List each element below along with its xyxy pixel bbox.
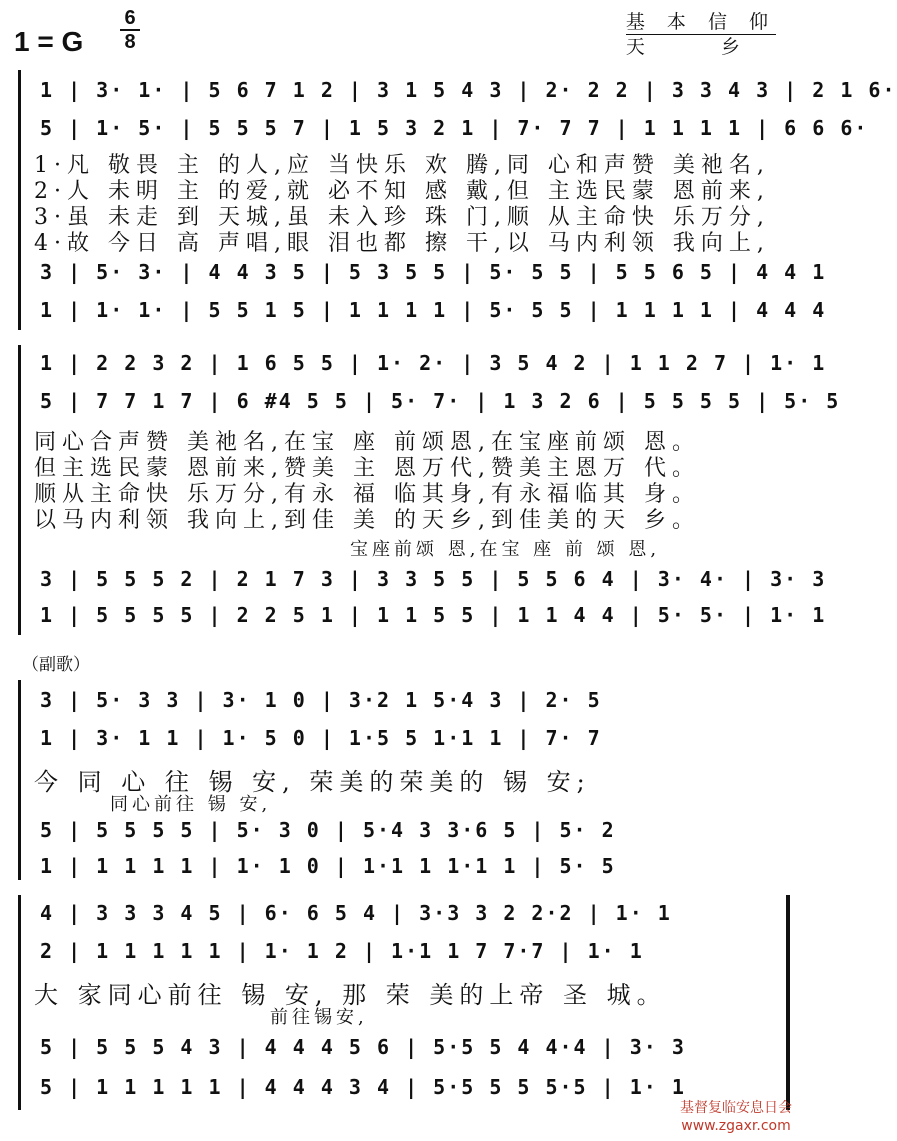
s2-bass-2: 1 | 5 5 5 5 | 2 2 5 1 | 1 1 5 5 | 1 1 4 4 | 5· 5· | 1· 1 [40,603,827,627]
chorus-system-2 [0,895,800,1110]
c1-treble-2: 1 | 3· 1 1 | 1· 5 0 | 1·5 5 1·1 1 | 7· 7 [40,726,602,750]
chorus-system-1 [0,680,800,880]
chorus-label: （副歌） [22,655,90,675]
watermark-name: 基督复临安息日会 [680,1100,792,1116]
credits [626,10,776,59]
c1-treble-1: 3 | 5· 3 3 | 3· 1 0 | 3·2 1 5·4 3 | 2· 5 [40,688,602,712]
time-numerator: 6 [124,7,136,29]
c1-bass-2: 1 | 1 1 1 1 | 1· 1 0 | 1·1 1 1·1 1 | 5· 5 [40,854,616,878]
s2-lyric-4: 以马内利领 我向上,到佳 美 的天乡,到佳美的天 乡。 [34,508,700,533]
c2-treble-1: 4 | 3 3 3 4 5 | 6· 6 5 4 | 3·3 3 2 2·2 | 1· 1 [40,901,672,925]
c1-lyric: 今 同 心 往 锡 安, 荣美的荣美的 锡 安; [34,768,591,796]
s2-treble-1: 1 | 2 2 3 2 | 1 6 5 5 | 1· 2· | 3 5 4 2 | 1 1 2 7 | 1· 1 [40,351,827,375]
credit-line-2: 天 乡 [625,36,748,58]
s1-lyric-1: 1·凡 敬畏 主 的人,应 当快乐 欢 腾,同 心和声赞 美祂名, [34,153,770,178]
c1-echo-lyric: 同心前往 锡 安, [110,794,272,815]
c2-bass-2: 5 | 1 1 1 1 1 | 4 4 4 3 4 | 5·5 5 5 5·5 | 1· 1 [40,1075,686,1099]
s1-lyric-4: 4·故 今日 高 声唱,眼 泪也都 擦 干,以 马内利领 我向上, [34,231,770,256]
c2-bass-1: 5 | 5 5 5 4 3 | 4 4 4 5 6 | 5·5 5 4 4·4 | 3· 3 [40,1035,686,1059]
watermark [680,1099,792,1135]
key-signature: 1 = G [14,26,84,57]
time-denominator: 8 [124,31,136,53]
watermark-url: www.zgaxr.com [681,1118,791,1134]
system-1 [0,70,897,330]
s2-lyric-2: 但主选民蒙 恩前来,赞美 主 恩万代,赞美主恩万 代。 [34,456,700,481]
c2-lyric: 大 家同心前往 锡 安, 那 荣 美的上帝 圣 城。 [34,981,667,1009]
credit-line-1: 基 本 信 仰 [625,11,776,33]
s1-bass-1: 3 | 5· 3· | 4 4 3 5 | 5 3 5 5 | 5· 5 5 | 5 5 6 5 | 4 4 1 [40,260,827,284]
s1-lyric-3: 3·虽 未走 到 天城,虽 未入珍 珠 门,顺 从主命快 乐万分, [34,205,770,230]
s2-lyric-1: 同心合声赞 美祂名,在宝 座 前颂恩,在宝座前颂 恩。 [34,430,700,455]
c2-echo-lyric: 前往锡安, [270,1007,368,1028]
time-signature [120,8,140,52]
s1-lyric-2: 2·人 未明 主 的爱,就 必不知 感 戴,但 主选民蒙 恩前来, [34,179,770,204]
s2-bass-1: 3 | 5 5 5 2 | 2 1 7 3 | 3 3 5 5 | 5 5 6 4 | 3· 4· | 3· 3 [40,567,827,591]
s2-treble-2: 5 | 7 7 1 7 | 6 #4 5 5 | 5· 7· | 1 3 2 6 | 5 5 5 5 | 5· 5 [40,389,841,413]
s1-treble-1: 1 | 3· 1· | 5 6 7 1 2 | 3 1 5 4 3 | 2· 2 2 | 3 3 4 3 | 2 1 6· [40,78,897,102]
s2-lyric-3: 顺从主命快 乐万分,有永 福 临其身,有永福临其 身。 [34,482,700,507]
s2-echo-lyric: 宝座前颂 恩,在宝 座 前 颂 恩, [350,539,661,560]
c1-bass-1: 5 | 5 5 5 5 | 5· 3 0 | 5·4 3 3·6 5 | 5· 2 [40,818,616,842]
s1-treble-2: 5 | 1· 5· | 5 5 5 7 | 1 5 3 2 1 | 7· 7 7 | 1 1 1 1 | 6 6 6· [40,116,869,140]
system-2 [0,345,841,635]
s1-bass-2: 1 | 1· 1· | 5 5 1 5 | 1 1 1 1 | 5· 5 5 | 1 1 1 1 | 4 4 4 [40,298,827,322]
c2-treble-2: 2 | 1 1 1 1 1 | 1· 1 2 | 1·1 1 7 7·7 | 1· 1 [40,939,644,963]
